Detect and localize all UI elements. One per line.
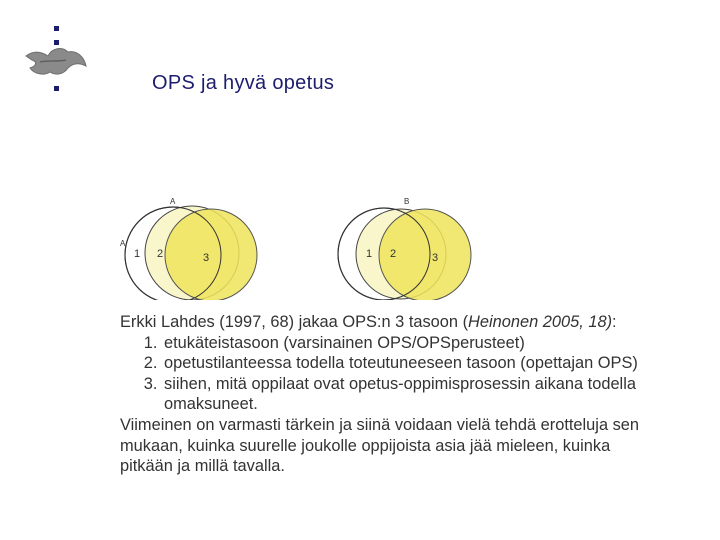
venn-diagram [110, 190, 480, 300]
label-a-3: 3 [203, 252, 210, 264]
slide-title: OPS ja hyvä opetus [152, 72, 335, 94]
list-item: 1. etukäteistasoon (varsinainen OPS/OPSperusteet) [162, 333, 660, 354]
intro-start: Erkki Lahdes (1997, 68) jakaa OPS:n 3 tasoon ( [120, 313, 469, 331]
diagram-b [338, 197, 471, 300]
university-logo [22, 26, 92, 98]
conclusion-paragraph: Viimeinen on varmasti tärkein ja siinä voidaan vielä tehdä erotteluja sen mukaan, kuinka suurelle joukolle oppijoista asia jää mieleen, kuinka pitkään ja millä tavalla. [120, 415, 640, 476]
intro-citation: Heinonen 2005, 18) [468, 313, 613, 331]
label-b-top: B [404, 197, 410, 206]
label-b-3: 3 [432, 252, 439, 264]
label-a-2: 2 [157, 248, 164, 260]
label-b-1: 1 [366, 248, 373, 260]
diagram-a [120, 197, 257, 300]
circle-a3 [165, 209, 257, 300]
list-item: 2. opetustilanteessa todella toteutuneeseen tasoon (opettajan OPS) [162, 353, 660, 374]
slide-body [120, 312, 660, 477]
label-b-2: 2 [390, 248, 397, 260]
label-a-side: A [120, 239, 126, 248]
list-item: 3. siihen, mitä oppilaat ovat opetus-oppimisprosessin aikana todella omaksuneet. [162, 374, 660, 415]
intro-paragraph [120, 312, 660, 333]
levels-list [120, 333, 660, 415]
intro-end: : [612, 313, 617, 331]
label-a-top: A [170, 197, 176, 206]
label-a-1: 1 [134, 248, 141, 260]
